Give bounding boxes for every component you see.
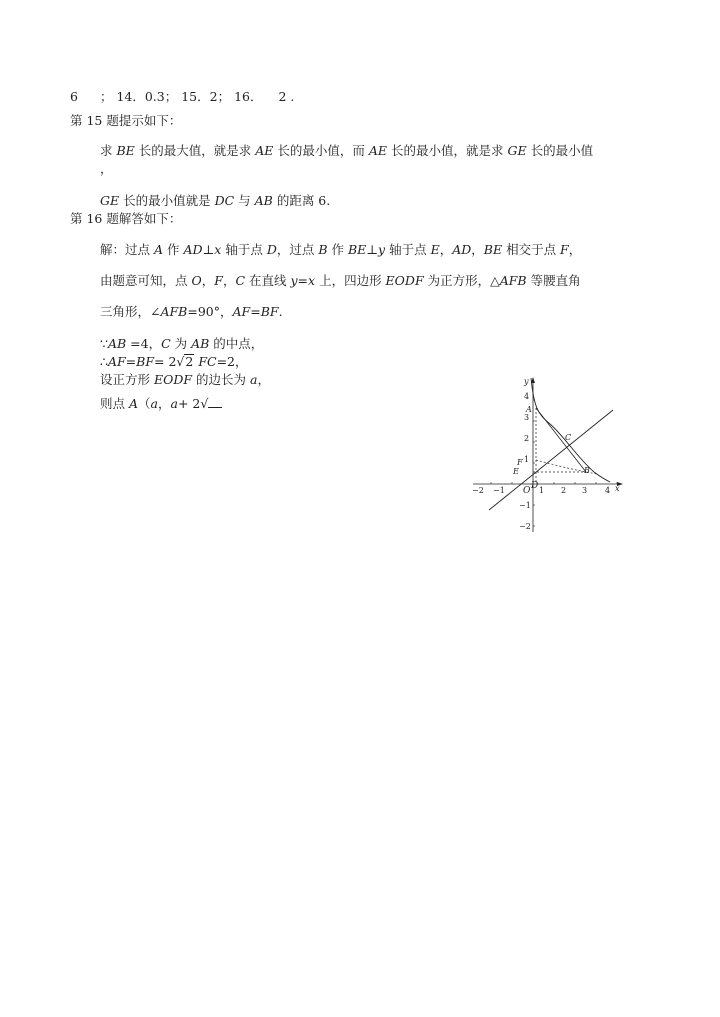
sol16-line-3 xyxy=(100,304,283,320)
text: ， xyxy=(157,396,171,411)
text: 相交于点 xyxy=(502,242,561,257)
text: =4， xyxy=(126,336,162,351)
var: D xyxy=(266,242,277,257)
x-tick-label: −2 xyxy=(472,486,484,495)
y-tick-label: −2 xyxy=(519,522,531,531)
var: FC xyxy=(198,354,217,369)
text: 上，四边形 xyxy=(315,273,386,288)
sol16-line-7 xyxy=(100,396,222,412)
sqrt-radicand: 2 xyxy=(185,354,194,369)
var: AB xyxy=(107,336,127,351)
var: a xyxy=(170,396,178,411)
x-tick-label: 1 xyxy=(539,486,545,495)
var: C xyxy=(161,336,171,351)
answers-line xyxy=(70,89,294,105)
text: 为 xyxy=(170,336,192,351)
hint15-paragraph-1 xyxy=(100,143,593,159)
text: 三角形，∠ xyxy=(100,304,161,319)
var: AE xyxy=(255,143,274,158)
sqrt-sign: √ xyxy=(176,354,185,369)
point-label-c: C xyxy=(565,433,572,442)
text: + 2 xyxy=(177,396,201,411)
text: ， xyxy=(471,242,484,257)
text: 的中点， xyxy=(209,336,264,351)
text: ，过点 xyxy=(276,242,319,257)
answer-6: 6 xyxy=(70,89,78,104)
y-tick-label: 1 xyxy=(524,455,530,464)
text: 等腰直角 xyxy=(526,273,581,288)
var: DC xyxy=(214,193,235,208)
sqrt-sign: √ xyxy=(200,396,209,411)
text: 长的最小值，而 xyxy=(273,143,369,158)
sol16-title: 第 16 题解答如下： xyxy=(70,211,182,226)
var: AE xyxy=(368,143,388,158)
y-tick-label: 3 xyxy=(524,413,530,422)
text: ， xyxy=(439,242,453,257)
text: 长的最大值，就是求 xyxy=(134,143,256,158)
text: 为正方形，△ xyxy=(423,273,500,288)
text: （ xyxy=(138,396,151,411)
hint15-title: 第 15 题提示如下： xyxy=(70,113,182,128)
text: 作 xyxy=(163,242,184,257)
hint15-paragraph-1-tail: ， xyxy=(100,161,113,176)
point-label-a: A xyxy=(526,405,532,414)
var: AFB xyxy=(499,273,527,288)
hint15-paragraph-2 xyxy=(100,193,330,209)
var: BE xyxy=(483,242,503,257)
text: ⊥ xyxy=(202,242,215,257)
sol16-line-1 xyxy=(100,242,581,258)
text: ∴ xyxy=(100,354,108,369)
var: a xyxy=(150,396,158,411)
sol16-line-5 xyxy=(100,354,248,370)
var: AFB xyxy=(160,304,188,319)
text: 作 xyxy=(327,242,348,257)
var: AF xyxy=(232,304,251,319)
var: B xyxy=(318,242,328,257)
sol16-line-2 xyxy=(100,273,581,289)
coordinate-figure xyxy=(468,374,628,534)
var: BE xyxy=(116,143,135,158)
x-tick-label: 4 xyxy=(605,486,611,495)
x-tick-label: 3 xyxy=(582,486,588,495)
answer-16-label: 16． xyxy=(234,89,263,104)
var: AF xyxy=(107,354,126,369)
var: A xyxy=(128,396,139,411)
text: 解：过点 xyxy=(100,242,154,257)
var: C xyxy=(235,273,246,288)
point-label-e: E xyxy=(513,467,519,476)
text: ， xyxy=(201,273,215,288)
text: 长的最小值就是 xyxy=(119,193,215,208)
x-axis-label: x xyxy=(615,484,620,493)
var: EODF xyxy=(385,273,424,288)
var: O xyxy=(191,273,202,288)
var: EODF xyxy=(153,372,193,387)
point-label-d: D xyxy=(531,481,539,491)
text: 求 xyxy=(100,143,117,158)
answer-16-value: 2 . xyxy=(278,89,295,104)
var: E xyxy=(430,242,440,257)
text: . xyxy=(278,304,283,319)
var: a xyxy=(250,372,258,387)
answer-15: 15．2； xyxy=(181,89,231,104)
text: 的边长为 xyxy=(192,372,251,387)
y-axis-label: y xyxy=(524,377,529,386)
x-tick-label: 2 xyxy=(561,486,567,495)
y-tick-label: 2 xyxy=(524,434,530,443)
point-label-o: O xyxy=(523,486,531,496)
text: ， xyxy=(222,273,236,288)
var: y xyxy=(290,273,298,288)
y-tick-label: −1 xyxy=(519,501,531,510)
text: = xyxy=(297,273,309,288)
text: ∵ xyxy=(100,336,108,351)
segment-ab xyxy=(536,408,586,472)
var: y xyxy=(378,242,386,257)
text: 长的最小值，就是求 xyxy=(387,143,508,158)
text: = 2 xyxy=(154,354,177,369)
var: AB xyxy=(191,336,210,351)
var: AD xyxy=(183,242,203,257)
text: 设正方形 xyxy=(100,372,154,387)
text: ⊥ xyxy=(366,242,379,257)
var: BF xyxy=(260,304,279,319)
var: A xyxy=(153,242,164,257)
point-label-b: B xyxy=(584,466,590,475)
answer-separator: ； xyxy=(99,89,113,104)
text: = xyxy=(250,304,261,319)
point-label-f: F xyxy=(517,458,523,467)
var: x xyxy=(308,273,316,288)
text: = xyxy=(125,354,137,369)
text: 在直线 xyxy=(245,273,291,288)
text: 轴于点 xyxy=(221,242,267,257)
var: x xyxy=(214,242,222,257)
var: F xyxy=(214,273,223,288)
var: AB xyxy=(254,193,273,208)
text: 与 xyxy=(234,193,255,208)
text: 轴于点 xyxy=(385,242,431,257)
var: GE xyxy=(100,193,120,208)
text: 长的最小值 xyxy=(526,143,594,158)
y-tick-label: 4 xyxy=(524,392,530,401)
text: ， xyxy=(568,242,582,257)
var: GE xyxy=(507,143,527,158)
var: F xyxy=(560,242,569,257)
text: 则点 xyxy=(100,396,129,411)
x-tick-label: −1 xyxy=(493,486,505,495)
var: BE xyxy=(347,242,367,257)
sqrt-radicand xyxy=(208,407,222,408)
text: 由题意可知，点 xyxy=(100,273,192,288)
sol16-line-4 xyxy=(100,336,263,352)
text: 的距离 6. xyxy=(272,193,331,208)
text: ， xyxy=(257,372,270,387)
text: =90°， xyxy=(187,304,233,319)
answer-14: 14．0.3； xyxy=(116,89,178,104)
var: AD xyxy=(452,242,472,257)
text: =2， xyxy=(216,354,248,369)
var: BF xyxy=(136,354,154,369)
sol16-line-6 xyxy=(100,372,270,388)
